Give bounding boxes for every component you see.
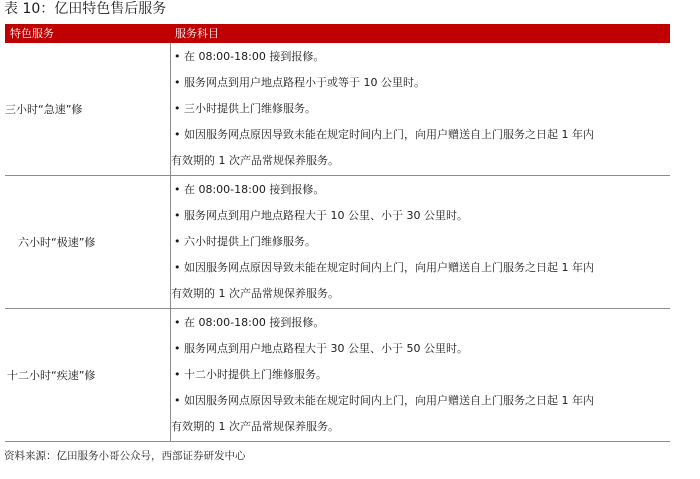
detail-line: • 如因服务网点原因导致未能在规定时间内上门，向用户赠送自上门服务之日起 1 年内 (174, 394, 594, 407)
detail-line: • 服务网点到用户地点路程大于 10 公里、小于 30 公里时。 (174, 209, 468, 222)
header-service-items: 服务科目 (175, 27, 219, 40)
table-title: 表 10：亿田特色售后服务 (4, 1, 167, 17)
detail-line: 有效期的 1 次产品常规保养服务。 (171, 287, 339, 300)
detail-line: • 十二小时提供上门维修服务。 (174, 368, 327, 381)
table-row (5, 43, 670, 176)
table-header (5, 24, 670, 43)
detail-line: • 在 08:00-18:00 接到报修。 (174, 50, 325, 63)
detail-line: • 在 08:00-18:00 接到报修。 (174, 316, 325, 329)
detail-line: 有效期的 1 次产品常规保养服务。 (171, 154, 339, 167)
detail-line: 有效期的 1 次产品常规保养服务。 (171, 420, 339, 433)
source-note: 资料来源：亿田服务小哥公众号，西部证券研发中心 (4, 450, 246, 462)
service-details (171, 176, 670, 308)
detail-line: • 如因服务网点原因导致未能在规定时间内上门，向用户赠送自上门服务之日起 1 年内 (174, 128, 594, 141)
detail-line: • 服务网点到用户地点路程小于或等于 10 公里时。 (174, 76, 425, 89)
detail-line: • 三小时提供上门维修服务。 (174, 102, 316, 115)
table-row (5, 176, 670, 309)
detail-line: • 如因服务网点原因导致未能在规定时间内上门，向用户赠送自上门服务之日起 1 年内 (174, 261, 594, 274)
detail-line: • 六小时提供上门维修服务。 (174, 235, 316, 248)
service-details (171, 43, 670, 175)
service-name-3h: 三小时“急速”修 (5, 43, 171, 175)
table-row (5, 309, 670, 442)
service-details (171, 309, 670, 441)
header-special-service: 特色服务 (10, 27, 54, 40)
service-table (5, 24, 670, 442)
service-name-12h: 十二小时“疾速”修 (5, 309, 171, 441)
detail-line: • 在 08:00-18:00 接到报修。 (174, 183, 325, 196)
detail-line: • 服务网点到用户地点路程大于 30 公里、小于 50 公里时。 (174, 342, 468, 355)
service-name-6h: 六小时“极速”修 (5, 176, 171, 308)
